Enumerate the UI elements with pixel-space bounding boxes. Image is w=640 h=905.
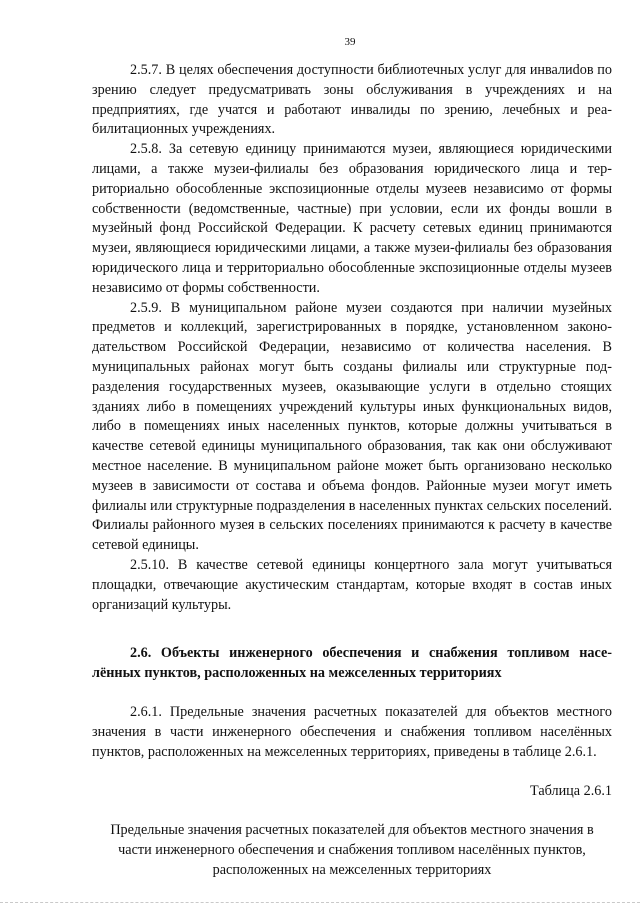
- paragraph-2-5-9: 2.5.9. В муниципальном районе музеи создаются при наличии музейных предметов и коллекций, зарегистрированных в порядке, установленном законодательством Российской Федерации, независимо от количества населения. В муниципальных районах могут быть созданы филиалы или структурные подразделения государственных музеев, оказывающие услуги в отдельно стоящих зданиях либо в помещениях учреждений культуры иных функциональных видов, либо в помещениях иных населенных пунктов, которые должны учитываться в качестве сетевой единицы муниципального образования, так как они обслуживают местное население. В муниципальном районе может быть организовано несколько музеев в зависимости от состава и объема фондов. Районные музеи могут иметь филиалы или структурные подразделения в населенных пунктах сельских поселений. Филиалы районного музея в сельских поселениях принимаются к расчету в качестве сетевой единицы.: [92, 299, 612, 554]
- paragraph-2-5-7: 2.5.7. В целях обеспечения доступности библиотечных услуг для инвалиdов по зрению следует предусматривать зоны обслуживания в учреждениях и на предприятиях, где учатся и работают инвалиды по зрению, лечебных и реабилитационных учреждениях.: [92, 62, 612, 138]
- section-heading-2-6: 2.6. Объекты инженерного обеспечения и снабжения топливом населённых пунктов, расположенных на межселенных территориях: [92, 645, 612, 682]
- document-body: [92, 61, 612, 880]
- bottom-dashed-divider: [0, 902, 640, 903]
- paragraph-2-6-1: 2.6.1. Предельные значения расчетных показателей для объектов местного значения в части инженерного обеспечения и снабжения топливом населённых пунктов, расположенных на межселенных территориях, приведены в таблице 2.6.1.: [92, 703, 612, 760]
- page-number: 39: [344, 36, 356, 48]
- paragraph-2-5-8: 2.5.8. За сетевую единицу принимаются музеи, являющиеся юридическими лицами, а также музеи-филиалы без образования юридического лица и территориально обособленные экспозиционные отделы музеев независимо от формы собственности (ведомственные, частные) при условии, если их фонды вошли в музейный фонд Российской Федерации. К расчету сетевых единиц принимаются музеи, являющиеся юридическими лицами, а также музеи-филиалы без образования юридического лица и территориально обособленные экспозиционные отделы музеев независимо от формы собственности.: [92, 141, 612, 296]
- table-label: Таблица 2.6.1: [530, 783, 612, 800]
- table-title: Предельные значения расчетных показателей для объектов местного значения в части инженерного обеспечения и снабжения топливом населённых пунктов, расположенных на межселенных территориях: [110, 822, 594, 878]
- paragraph-2-5-10: 2.5.10. В качестве сетевой единицы концертного зала могут учитываться площадки, отвечающие акустическим стандартам, которые входят в состав иных организаций культуры.: [92, 556, 612, 613]
